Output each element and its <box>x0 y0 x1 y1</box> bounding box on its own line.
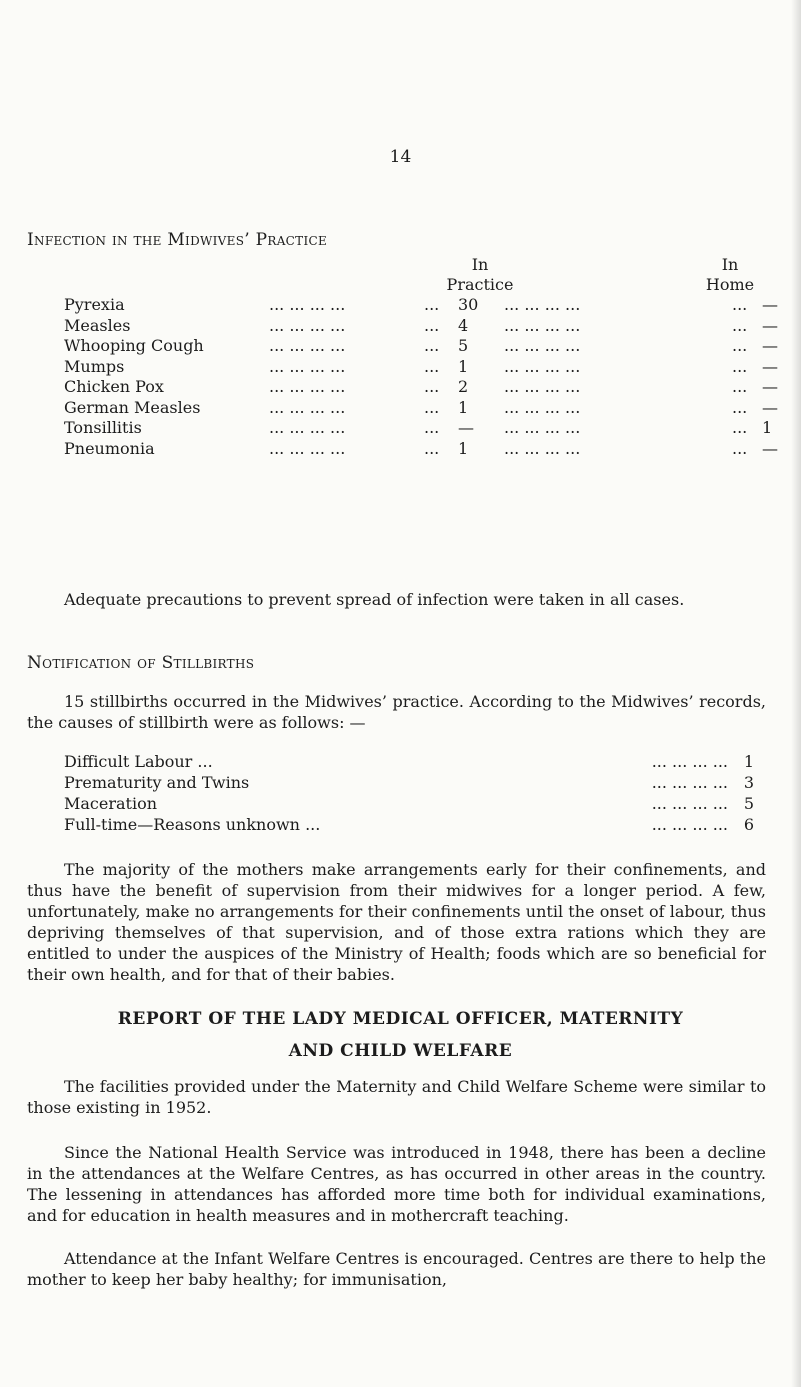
stillbirth-cause-row <box>64 772 754 793</box>
in-home-value: — <box>762 336 778 355</box>
in-home-value: — <box>762 397 778 417</box>
in-home-column-header: In Home <box>705 255 755 294</box>
leader-dots: ... ... ... ... <box>651 794 728 813</box>
leader-dots: ... ... ... ... <box>269 356 346 376</box>
leader-dots: ... ... ... ... <box>504 295 581 314</box>
leader-dots: ... <box>732 356 748 376</box>
stillbirth-cause-row <box>64 793 754 814</box>
infection-note: Adequate precautions to prevent spread of infection were taken in all cases. <box>64 590 685 609</box>
in-practice-value: — <box>458 418 474 437</box>
cause-label: Full-time—Reasons unknown ... <box>64 815 321 834</box>
in-practice-value: 5 <box>458 336 469 355</box>
leader-dots: ... ... ... ... <box>504 397 581 417</box>
leader-dots: ... <box>424 295 440 314</box>
stillbirths-section-title: Notification of Stillbirths <box>27 653 255 673</box>
leader-dots: ... <box>424 418 440 437</box>
leader-dots: ... ... ... ... <box>504 315 581 335</box>
leader-dots: ... <box>424 397 440 417</box>
leader-dots: ... ... ... ... <box>651 773 728 792</box>
in-home-value: — <box>762 438 778 458</box>
infection-label: German Measles <box>64 397 201 417</box>
in-home-value: — <box>762 295 778 314</box>
leader-dots: ... <box>732 295 748 314</box>
cause-label: Maceration <box>64 794 158 813</box>
leader-dots: ... ... ... ... <box>651 752 728 771</box>
leader-dots: ... ... ... ... <box>269 336 346 355</box>
leader-dots: ... ... ... ... <box>269 438 346 458</box>
report-paragraph-1: The facilities provided under the Maternity and Child Welfare Scheme were similar to those existing in 1952. <box>27 1077 766 1117</box>
leader-dots: ... <box>732 336 748 355</box>
leader-dots: ... <box>732 315 748 335</box>
stillbirth-cause-row <box>64 814 754 835</box>
leader-dots: ... ... ... ... <box>504 377 581 396</box>
in-home-value: — <box>762 315 778 335</box>
leader-dots: ... ... ... ... <box>269 397 346 417</box>
in-practice-value: 1 <box>458 397 469 417</box>
leader-dots: ... <box>424 336 440 355</box>
in-home-value: — <box>762 356 778 376</box>
stillbirth-cause-row <box>64 751 754 772</box>
in-practice-value: 1 <box>458 356 469 376</box>
report-title-line2: AND CHILD WELFARE <box>288 1041 513 1061</box>
leader-dots: ... ... ... ... <box>269 315 346 335</box>
leader-dots: ... <box>732 397 748 417</box>
stillbirths-intro: 15 stillbirths occurred in the Midwives’ practice. According to the Midwives’ records, the causes of stillbirth were as follows: — <box>27 692 766 732</box>
in-practice-value: 2 <box>458 377 469 396</box>
page-edge-shadow <box>791 0 801 1387</box>
in-practice-value: 1 <box>458 438 469 458</box>
leader-dots: ... ... ... ... <box>651 815 728 834</box>
infection-label: Tonsillitis <box>64 418 142 437</box>
infection-label: Mumps <box>64 356 125 376</box>
page-number: 14 <box>389 147 412 167</box>
infection-label: Pneumonia <box>64 438 155 458</box>
infection-label: Whooping Cough <box>64 336 204 355</box>
leader-dots: ... <box>424 315 440 335</box>
infection-label: Pyrexia <box>64 295 125 314</box>
leader-dots: ... ... ... ... <box>504 418 581 437</box>
leader-dots: ... <box>732 377 748 396</box>
stillbirths-paragraph: The majority of the mothers make arrangements early for their confinements, and thus have the benefit of supervision from their midwives for a longer period. A few, unfortunately, make no arrangements for their confinements until the onset of labour, thus depriving themselves of that supervision, and of those extra rations which they are entitled to under the auspices of the Ministry of Health; foods which are so beneficial for their own health, and for that of their babies. <box>27 860 766 984</box>
leader-dots: ... <box>732 418 748 437</box>
report-title-line1: REPORT OF THE LADY MEDICAL OFFICER, MATERNITY <box>117 1009 684 1029</box>
cause-label: Difficult Labour ... <box>64 752 213 771</box>
leader-dots: ... ... ... ... <box>504 336 581 355</box>
leader-dots: ... <box>424 356 440 376</box>
in-practice-column-header: In Practice <box>446 255 514 294</box>
infection-section-title: Infection in the Midwives’ Practice <box>27 230 328 250</box>
in-home-value: — <box>762 377 778 396</box>
cause-value: 6 <box>743 815 754 834</box>
cause-label: Prematurity and Twins <box>64 773 250 792</box>
leader-dots: ... ... ... ... <box>269 377 346 396</box>
cause-value: 5 <box>743 794 754 813</box>
leader-dots: ... <box>424 377 440 396</box>
cause-value: 1 <box>743 752 754 771</box>
in-practice-value: 30 <box>458 295 479 314</box>
in-home-value: 1 <box>762 418 773 437</box>
infection-label: Measles <box>64 315 131 335</box>
leader-dots: ... ... ... ... <box>504 356 581 376</box>
report-paragraph-3: Attendance at the Infant Welfare Centres is encouraged. Centres are there to help the mother to keep her baby healthy; for immunisation, <box>27 1249 766 1289</box>
leader-dots: ... ... ... ... <box>504 438 581 458</box>
report-paragraph-2: Since the National Health Service was introduced in 1948, there has been a decline in the attendances at the Welfare Centres, as has occurred in other areas in the country. The lessening in attendances has afforded more time both for individual examinations, and for education in health measures and in mothercraft teaching. <box>27 1143 766 1225</box>
leader-dots: ... ... ... ... <box>269 295 346 314</box>
leader-dots: ... <box>732 438 748 458</box>
infection-label: Chicken Pox <box>64 377 164 396</box>
cause-value: 3 <box>743 773 754 792</box>
in-practice-value: 4 <box>458 315 469 335</box>
leader-dots: ... <box>424 438 440 458</box>
leader-dots: ... ... ... ... <box>269 418 346 437</box>
